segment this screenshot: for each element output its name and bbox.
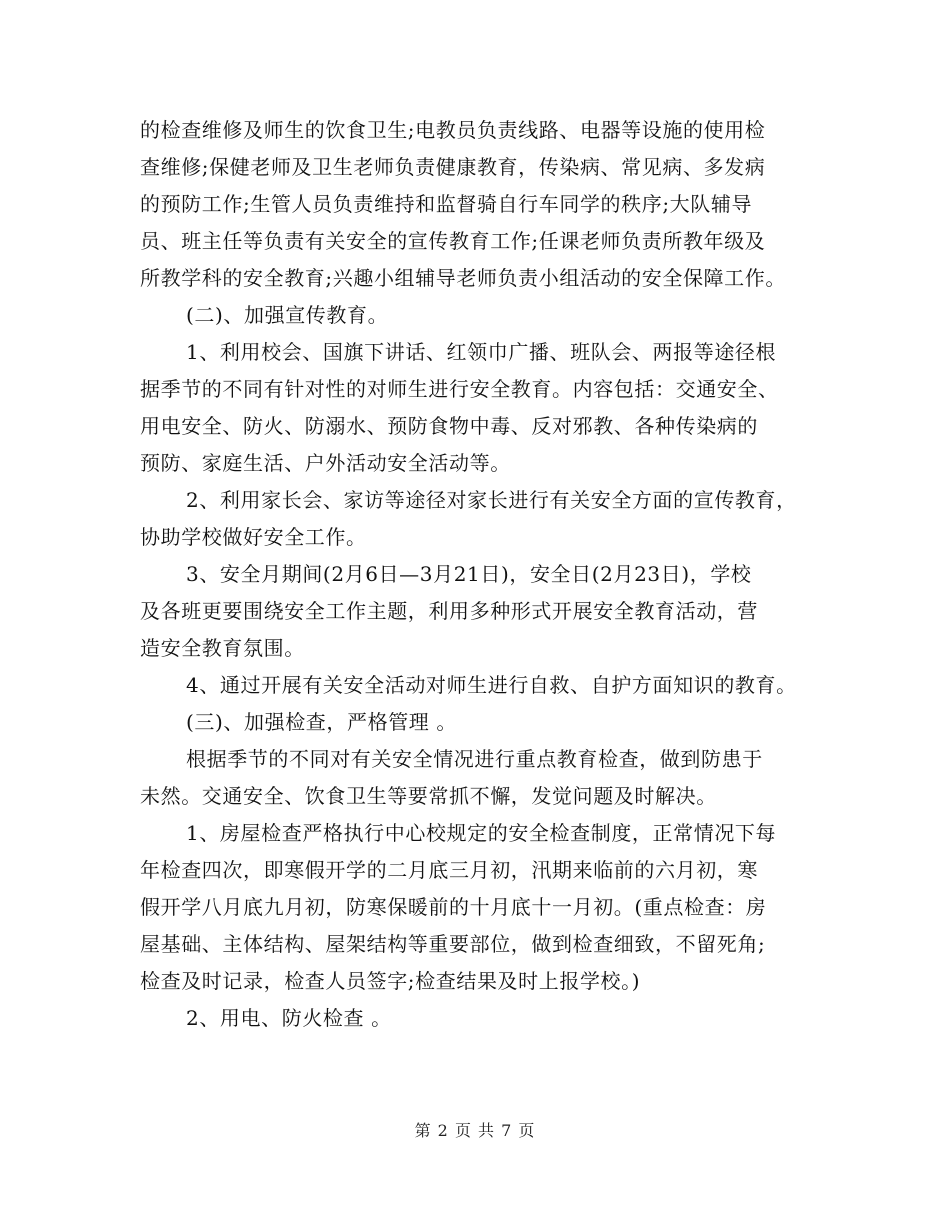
body-line: 预防、家庭生活、户外活动安全活动等。 <box>140 451 511 475</box>
body-line: 所教学科的安全教育;兴趣小组辅导老师负责小组活动的安全保障工作。 <box>140 266 786 290</box>
body-line: 据季节的不同有针对性的对师生进行安全教育。内容包括：交通安全、 <box>140 377 779 401</box>
body-line: 年检查四次，即寒假开学的二月底三月初，汛期来临前的六月初，寒 <box>140 858 758 882</box>
body-line: 1、利用校会、国旗下讲话、红领巾广播、班队会、两报等途径根 <box>186 340 777 364</box>
body-line: 员、班主任等负责有关安全的宣传教育工作;任课老师负责所教年级及 <box>140 229 766 253</box>
body-line: 的预防工作;生管人员负责维持和监督骑自行车同学的秩序;大队辅导 <box>140 192 753 216</box>
body-line: 1、房屋检查严格执行中心校规定的安全检查制度，正常情况下每 <box>186 821 777 845</box>
body-line: 屋基础、主体结构、屋架结构等重要部位，做到检查细致，不留死角; <box>140 932 766 956</box>
body-line: 3、安全月期间(2月6日—3月21日)，安全日(2月23日)，学校 <box>186 562 752 586</box>
body-line: 造安全教育氛围。 <box>140 636 305 660</box>
body-line: 及各班更要围绕安全工作主题，利用多种形式开展安全教育活动，营 <box>140 599 758 623</box>
section-heading: (三)、加强检查，严格管理 。 <box>186 710 457 734</box>
section-heading: (二)、加强宣传教育。 <box>186 303 389 327</box>
body-line: 检查及时记录，检查人员签字;检查结果及时上报学校。) <box>140 969 641 993</box>
body-line: 协助学校做好安全工作。 <box>140 525 367 549</box>
body-line: 查维修;保健老师及卫生老师负责健康教育，传染病、常见病、多发病 <box>140 155 766 179</box>
body-line: 4、通过开展有关安全活动对师生进行自救、自护方面知识的教育。 <box>186 673 797 697</box>
body-line: 根据季节的不同对有关安全情况进行重点教育检查，做到防患于 <box>186 747 763 771</box>
body-line: 2、利用家长会、家访等途径对家长进行有关安全方面的宣传教育， <box>186 488 797 512</box>
body-line: 2、用电、防火检查 。 <box>186 1006 392 1030</box>
page-number-footer: 第 2 页 共 7 页 <box>414 1121 536 1140</box>
body-line: 假开学八月底九月初，防寒保暖前的十月底十一月初。(重点检查：房 <box>140 895 767 919</box>
body-line: 用电安全、防火、防溺水、预防食物中毒、反对邪教、各种传染病的 <box>140 414 758 438</box>
body-line: 的检查维修及师生的饮食卫生;电教员负责线路、电器等设施的使用检 <box>140 118 766 142</box>
body-line: 未然。交通安全、饮食卫生等要常抓不懈，发觉问题及时解决。 <box>140 784 717 808</box>
